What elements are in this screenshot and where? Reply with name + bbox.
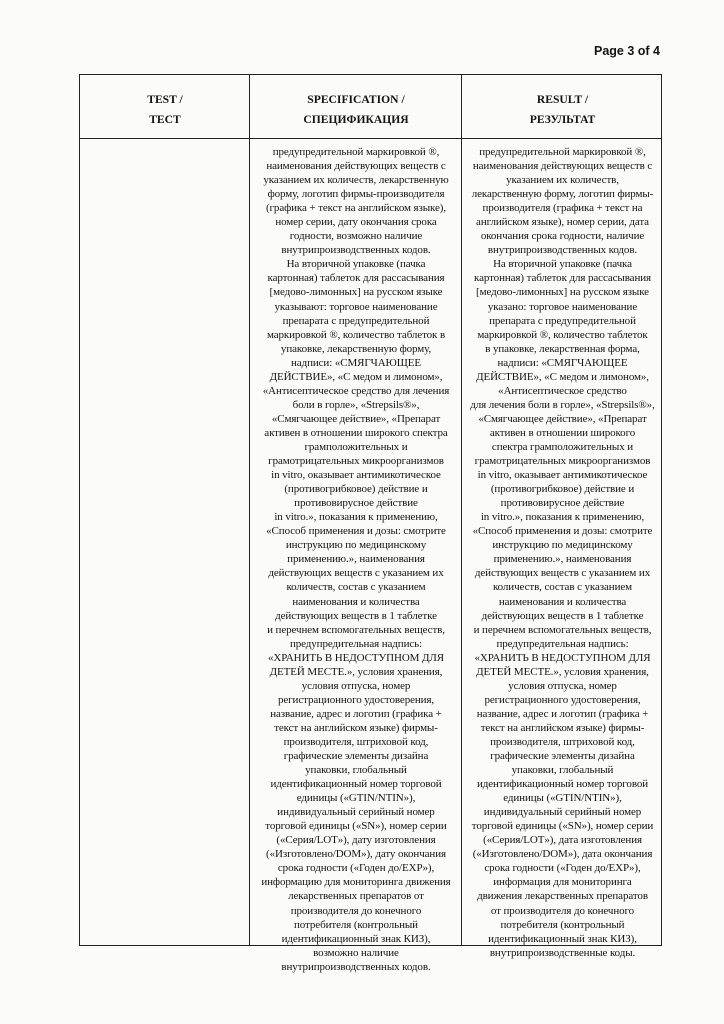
header-specification-en: SPECIFICATION / — [307, 93, 405, 106]
header-test-ru: ТЕСТ — [149, 113, 181, 126]
header-test — [80, 90, 250, 130]
header-test-en: TEST / — [147, 93, 183, 106]
specification-cell: предупредительной маркировкой ®, наименования действующих веществ с указанием их количеств, лекарственную форму, логотип фирмы-производителя (графика + текст на английском языке), номер серии, дату окончания срока годности, возможно наличие внутрипроизводственных кодов. На вторичной упаковке (пачка картонная) таблеток для рассасывания [медово-лимонных] на русском языке указывают: торговое наименование препарата с предупредительной маркировкой ®, количество таблеток в упаковке, лекарственную форму, надписи: «СМЯГЧАЮЩЕЕ ДЕЙСТВИЕ», «С медом и лимоном», «Антисептическое средство для лечения боли в горле», «Strepsils®», «Смягчающее действие», «Препарат активен в отношении широкого спектра грамположительных и грамотрицательных микроорганизмов in vitro, оказывает антимикотическое (противогрибковое) действие и противовирусное действие in vitro.», показания к применению, «Способ применения и дозы: смотрите инструкцию по медицинскому применению.», наименования действующих веществ с указанием их количеств, состав с указанием наименования и количества действующих веществ в 1 таблетке и перечнем вспомогательных веществ, предупредительная надпись: «ХРАНИТЬ В НЕДОСТУПНОМ ДЛЯ ДЕТЕЙ МЕСТЕ.», условия хранения, условия отпуска, номер регистрационного удостоверения, название, адрес и логотип (графика + текст на английском языке) фирмы- производителя, штриховой код, графические элементы дизайна упаковки, глобальный идентификационный номер торговой единицы («GTIN/NTIN»), индивидуальный серийный номер торговой единицы («SN»), номер серии («Серия/LOT»), дату изготовления («Изготовлено/DOM»), дату окончания срока годности («Годен до/EXP»), информацию для мониторинга движения лекарственных препаратов от производителя до конечного потребителя (контрольный идентификационный знак КИЗ), возможно наличие внутрипроизводственных кодов. — [261, 146, 451, 973]
header-result — [462, 90, 663, 130]
header-divider — [80, 138, 661, 139]
header-specification-ru: СПЕЦИФИКАЦИЯ — [303, 113, 409, 126]
header-specification — [250, 90, 462, 130]
header-result-ru: РЕЗУЛЬТАТ — [529, 113, 596, 126]
header-result-en: RESULT / — [536, 93, 589, 106]
spec-table — [79, 74, 662, 973]
page-number: Page 3 of 4 — [594, 44, 660, 58]
result-cell: предупредительной маркировкой ®, наименования действующих веществ с указанием их количеств, лекарственную форму, логотип фирмы- производителя (графика + текст на английском языке), номер серии, дата окончания срока годности, наличие внутрипроизводственных кодов. На вторичной упаковке (пачка картонная) таблеток для рассасывания [медово-лимонных] на русском языке указано: торговое наименование препарата с предупредительной маркировкой ®, количество таблеток в упаковке, лекарственная форма, надписи: «СМЯГЧАЮЩЕЕ ДЕЙСТВИЕ», «С медом и лимоном», «Антисептическое средство для лечения боли в горле», «Strepsils®», «Смягчающее действие», «Препарат активен в отношении широкого спектра грамположительных и грамотрицательных микроорганизмов in vitro, оказывает антимикотическое (противогрибковое) действие и противовирусное действие in vitro.», показания к применению, «Способ применения и дозы: смотрите инструкцию по медицинскому применению.», наименования действующих веществ с указанием их количеств, состав с указанием наименования и количества действующих веществ в 1 таблетке и перечнем вспомогательных веществ, предупредительная надпись: «ХРАНИТЬ В НЕДОСТУПНОМ ДЛЯ ДЕТЕЙ МЕСТЕ.», условия хранения, условия отпуска, номер регистрационного удостоверения, название, адрес и логотип (графика + текст на английском языке) фирмы- производителя, штриховой код, графические элементы дизайна упаковки, глобальный идентификационный номер торговой единицы («GTIN/NTIN»), индивидуальный серийный номер торговой единицы («SN»), номер серии («Серия/LOT»), дата изготовления («Изготовлено/DOM»), дата окончания срока годности («Годен до/EXP»), информация для мониторинга движения лекарственных препаратов от производителя до конечного потребителя (контрольный идентификационный знак КИЗ), внутрипроизводственные коды. — [470, 146, 655, 959]
